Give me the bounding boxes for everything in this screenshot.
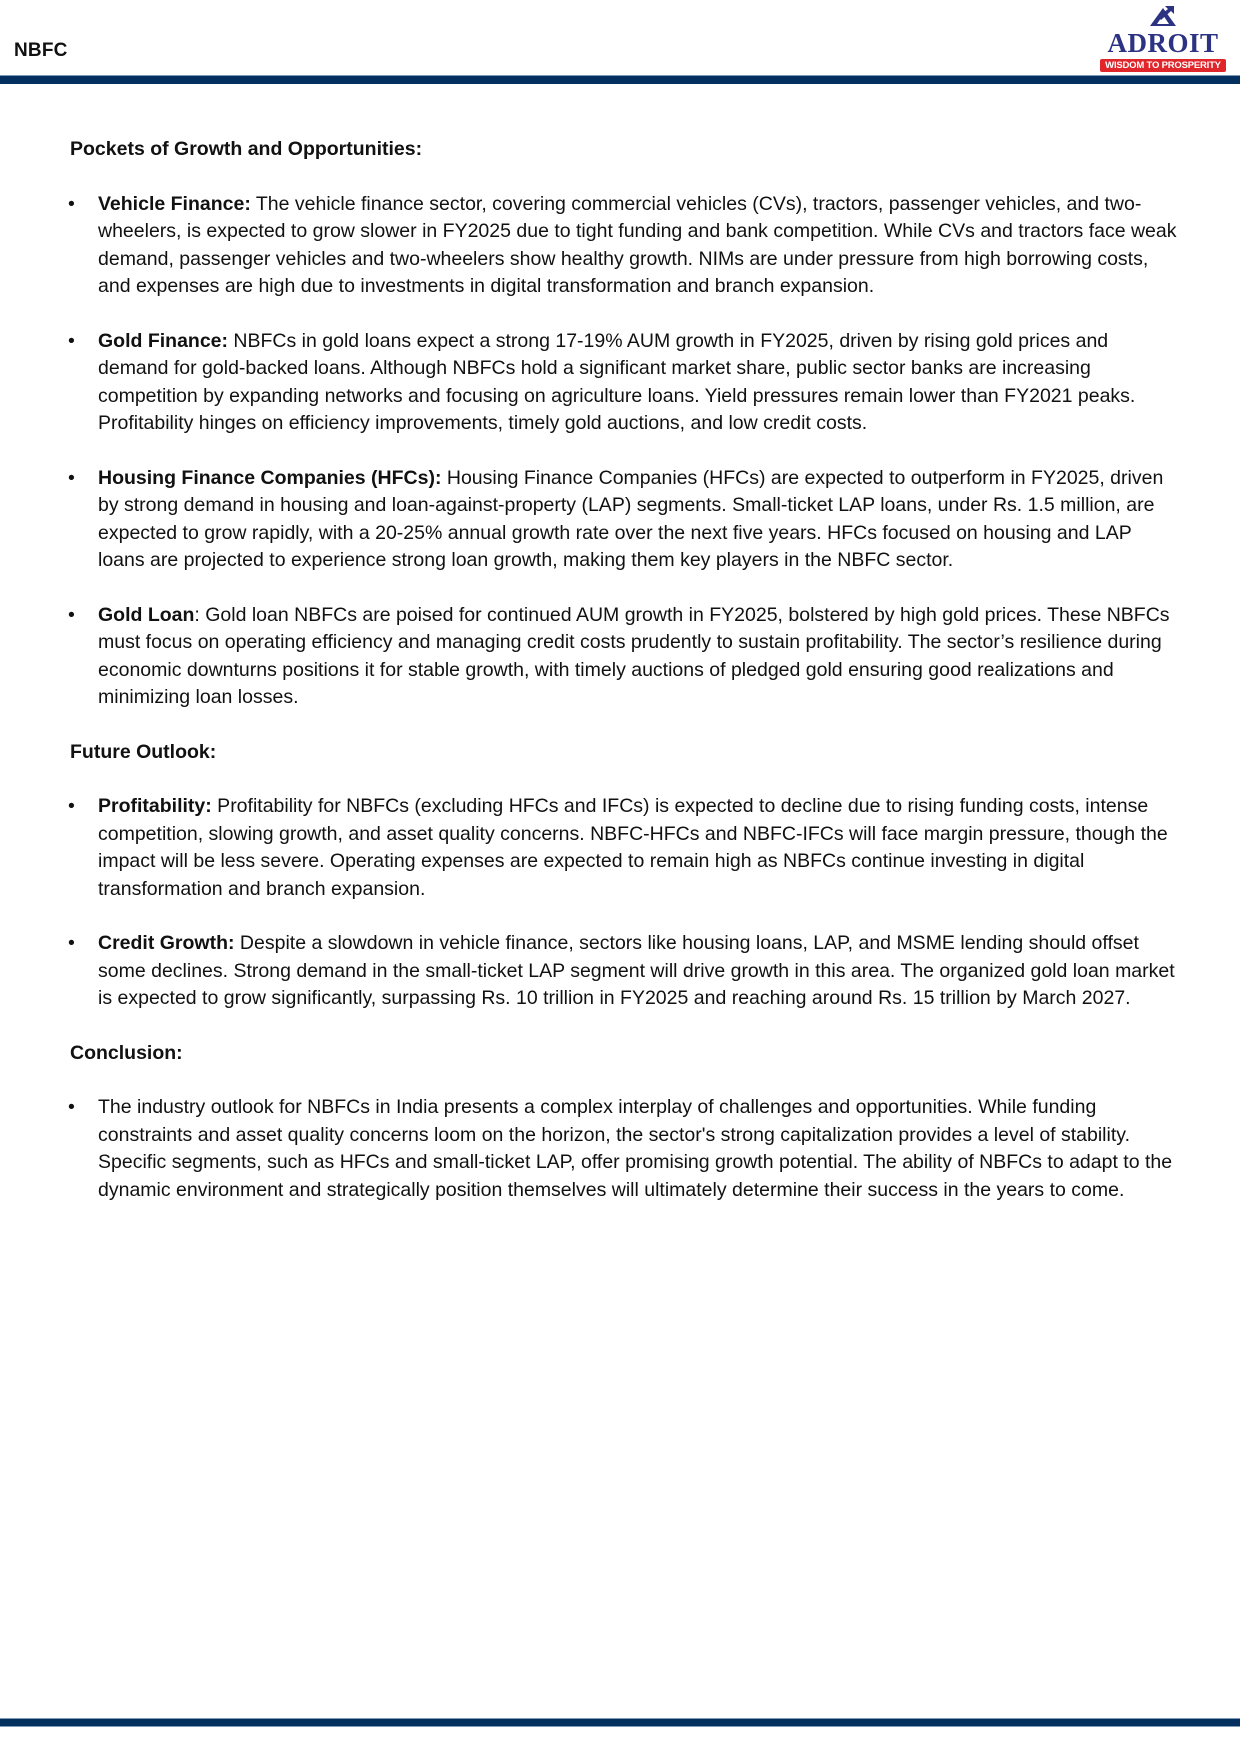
section-heading: Future Outlook:: [70, 740, 217, 763]
section-pockets-of-growth: [70, 136, 1180, 712]
bullet-icon: •: [68, 1096, 75, 1118]
bullet-icon: •: [68, 466, 75, 489]
footer-divider: [0, 1718, 1240, 1727]
bullet-icon: •: [68, 932, 75, 954]
bullet-icon: •: [68, 192, 75, 215]
section-heading: Conclusion:: [70, 1041, 183, 1064]
logo-tagline: WISDOM TO PROSPERITY: [1100, 59, 1226, 72]
bullet-list: [70, 793, 1180, 1013]
list-item: [70, 191, 1180, 301]
item-lead: Vehicle Finance:: [98, 192, 251, 215]
bullet-list: [70, 191, 1180, 712]
adroit-logo: [1098, 6, 1228, 72]
section-conclusion: [70, 1040, 1180, 1205]
logo-arrow-icon: [1148, 6, 1178, 28]
item-lead: Gold Finance:: [98, 329, 229, 352]
bullet-icon: •: [68, 603, 75, 626]
item-lead: Gold Loan: [98, 603, 195, 626]
list-item: [70, 1094, 1180, 1204]
list-item: [70, 793, 1180, 903]
item-text: Despite a slowdown in vehicle finance, sectors like housing loans, LAP, and MSME lending should offset some declines. Strong demand in the small-ticket LAP segment will drive growth in this area. The organized gold loan market is expected to grow significantly, surpassing Rs. 10 trillion in FY2025 and reaching around Rs. 15 trillion by March 2027.: [98, 932, 1175, 1009]
item-text: NBFCs in gold loans expect a strong 17-19% AUM growth in FY2025, driven by rising gold prices and demand for gold-backed loans. Although NBFCs hold a significant market share, public sector banks are increasing competition by expanding networks and focusing on agriculture loans. Yield pressures remain lower than FY2021 peaks. Profitability hinges on efficiency improvements, timely gold auctions, and low credit costs.: [98, 329, 1136, 434]
bullet-list: [70, 1094, 1180, 1204]
item-text: Profitability for NBFCs (excluding HFCs and IFCs) is expected to decline due to rising funding costs, intense competition, slowing growth, and asset quality concerns. NBFC-HFCs and NBFC-IFCs will face margin pressure, though the impact will be less severe. Operating expenses are expected to remain high as NBFCs continue investing in digital transformation and branch expansion.: [98, 795, 1168, 900]
list-item: [70, 328, 1180, 438]
item-text: : Gold loan NBFCs are poised for continued AUM growth in FY2025, bolstered by high gold prices. These NBFCs must focus on operating efficiency and managing credit costs prudently to sustain profitability. The sector’s resilience during economic downturns positions it for stable growth, with timely auctions of pledged gold ensuring good realizations and minimizing loan losses.: [98, 603, 1170, 708]
bullet-icon: •: [68, 329, 75, 352]
item-lead: Credit Growth:: [98, 932, 235, 954]
item-text: The vehicle finance sector, covering commercial vehicles (CVs), tractors, passenger vehicles, and two-wheelers, is expected to grow slower in FY2025 due to tight funding and bank competition. While CVs and tractors face weak demand, passenger vehicles and two-wheelers show healthy growth. NIMs are under pressure from high borrowing costs, and expenses are high due to investments in digital transformation and branch expansion.: [98, 192, 1177, 297]
list-item: [70, 465, 1180, 575]
list-item: [70, 602, 1180, 712]
section-heading: Pockets of Growth and Opportunities:: [70, 138, 423, 160]
item-text: Housing Finance Companies (HFCs) are expected to outperform in FY2025, driven by strong demand in housing and loan-against-property (LAP) segments. Small-ticket LAP loans, under Rs. 1.5 million, are expected to grow rapidly, with a 20-25% annual growth rate over the next five years. HFCs focused on housing and LAP loans are projected to experience strong loan growth, making them key players in the NBFC sector.: [98, 466, 1164, 571]
document-body: [70, 136, 1180, 1231]
logo-wordmark: ADROIT: [1107, 28, 1219, 58]
header-divider: [0, 75, 1240, 84]
list-item: [70, 930, 1180, 1013]
section-future-outlook: [70, 739, 1180, 1013]
bullet-icon: •: [68, 795, 75, 817]
document-header-title: NBFC: [14, 40, 68, 61]
item-lead: Profitability:: [98, 795, 212, 817]
item-lead: Housing Finance Companies (HFCs):: [98, 466, 442, 489]
item-text: The industry outlook for NBFCs in India presents a complex interplay of challenges and opportunities. While funding constraints and asset quality concerns loom on the horizon, the sector's strong capitalization provides a level of stability. Specific segments, such as HFCs and small-ticket LAP, offer promising growth potential. The ability of NBFCs to adapt to the dynamic environment and strategically position themselves will ultimately determine their success in the years to come.: [98, 1096, 1173, 1201]
